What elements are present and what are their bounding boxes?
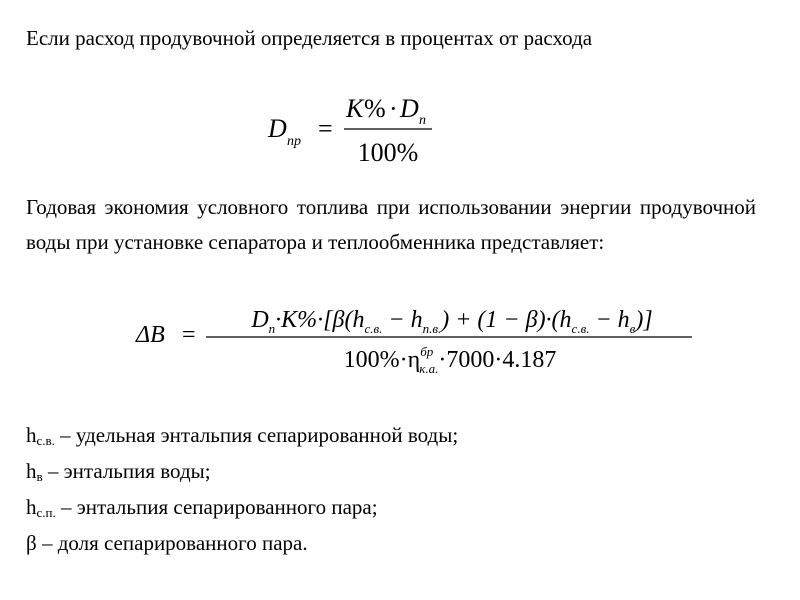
paragraph-text: Годовая экономия условного топлива при использовании энергии продувочной воды при установке сепаратора и теплообменника представляет: bbox=[26, 195, 756, 254]
f1-num-dot: · bbox=[389, 94, 398, 123]
f1-num-K: K bbox=[346, 94, 364, 123]
definition-hsv: $h_{с.в.}$ – удельная энтальпия сепарированной воды; bbox=[26, 423, 459, 448]
formula-2 bbox=[130, 295, 700, 380]
f1-lhs-var: D bbox=[268, 114, 287, 143]
formula-1 bbox=[260, 80, 470, 175]
intro-text: Если расход продувочной определяется в процентах от расхода bbox=[26, 26, 593, 50]
f2-denominator: $100\%\cdot\eta^{бр}$ к.а.·7000·4.187 bbox=[343, 344, 557, 376]
f1-lhs-sub: пр bbox=[287, 134, 301, 149]
f2-equals: = bbox=[182, 322, 196, 348]
f1-num-pct: % bbox=[364, 94, 386, 123]
definitions-list bbox=[26, 420, 458, 559]
f1-num-D-sub: п bbox=[419, 113, 426, 128]
definition-beta: β – доля сепарированного пара. bbox=[26, 531, 308, 555]
f1-num-D: D bbox=[400, 94, 419, 123]
f1-den: 100% bbox=[357, 138, 419, 167]
f2-lhs: ΔB bbox=[136, 322, 165, 348]
f2-numerator: $D_п\cdot K\%\cdot[\beta(h_{с.в.} - h_{п.в.}) + (1 - \beta)\cdot(h_{с.в.} - h_в)]$ bbox=[251, 307, 653, 336]
definition-hv: $h_в$ – энтальпия воды; bbox=[26, 459, 211, 484]
definition-hsp: $h_{с.п.}$ – энтальпия сепарированного пара; bbox=[26, 495, 378, 520]
f1-equals: = bbox=[318, 114, 333, 143]
